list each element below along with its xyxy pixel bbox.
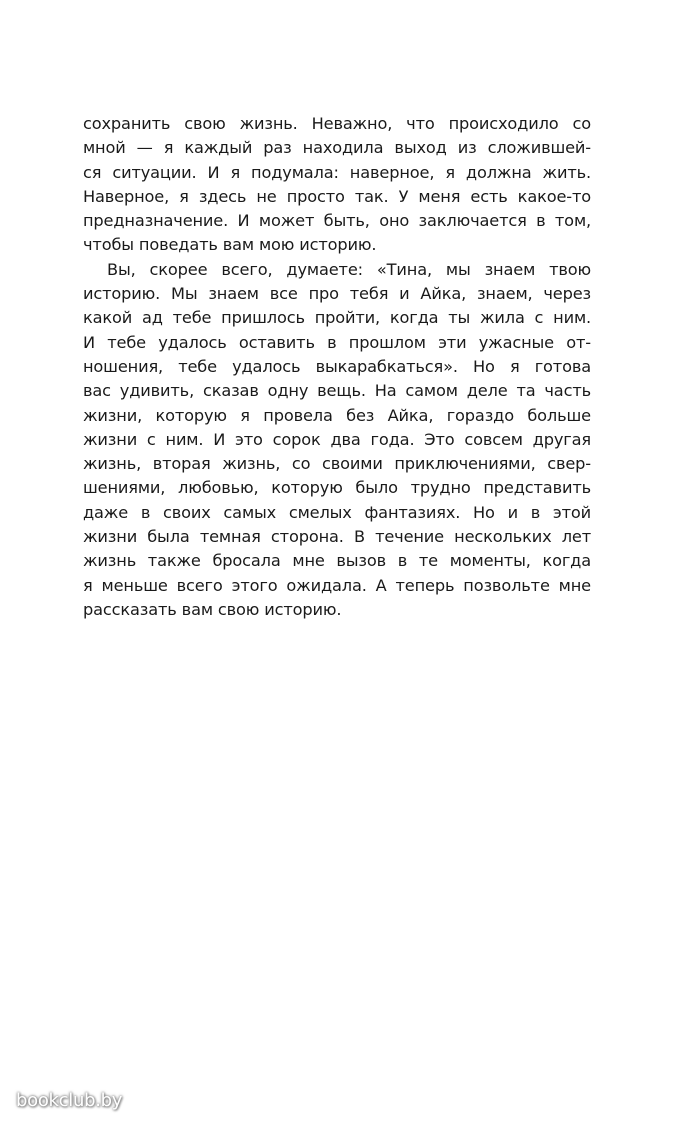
text-line: мной — я каждый раз находила выход из сложившей- bbox=[83, 138, 591, 158]
paragraph-2 bbox=[83, 258, 591, 622]
text-line: вас удивить, сказав одну вещь. На самом деле та часть bbox=[83, 381, 591, 401]
text-line: Наверное, я здесь не просто так. У меня есть какое-то bbox=[83, 186, 591, 206]
text-line: ся ситуации. И я подумала: наверное, я должна жить. bbox=[83, 162, 591, 182]
watermark-logo: bookclub.by bbox=[16, 1090, 123, 1111]
text-line: жизни была темная сторона. В течение нескольких лет bbox=[83, 527, 591, 547]
text-line: даже в своих самых смелых фантазиях. Но и в этой bbox=[83, 502, 591, 522]
text-line: И тебе удалось оставить в прошлом эти ужасные от- bbox=[83, 332, 591, 352]
text-line: рассказать вам свою историю. bbox=[83, 599, 342, 619]
text-line: жизни, которую я провела без Айка, гораздо больше bbox=[83, 405, 591, 425]
text-line: я меньше всего этого ожидала. А теперь позвольте мне bbox=[83, 575, 591, 595]
text-line: сохранить свою жизнь. Неважно, что происходило со bbox=[83, 114, 591, 133]
text-line: жизнь, вторая жизнь, со своими приключениями, свер- bbox=[83, 454, 591, 474]
paragraph-1 bbox=[83, 112, 591, 258]
text-line: шениями, любовью, которую было трудно представить bbox=[83, 478, 591, 498]
text-line: Вы, скорее всего, думаете: «Тина, мы знаем твою bbox=[107, 259, 591, 279]
text-line: историю. Мы знаем все про тебя и Айка, знаем, через bbox=[83, 284, 591, 304]
text-line: предназначение. И может быть, оно заключается в том, bbox=[83, 211, 591, 231]
page-body bbox=[83, 112, 591, 622]
text-line: ношения, тебе удалось выкарабкаться». Но я готова bbox=[83, 356, 591, 376]
text-line: какой ад тебе пришлось пройти, когда ты жила с ним. bbox=[83, 308, 591, 328]
text-line: жизни с ним. И это сорок два года. Это совсем другая bbox=[83, 429, 591, 449]
text-line: чтобы поведать вам мою историю. bbox=[83, 235, 377, 255]
text-line: жизнь также бросала мне вызов в те моменты, когда bbox=[83, 551, 591, 571]
